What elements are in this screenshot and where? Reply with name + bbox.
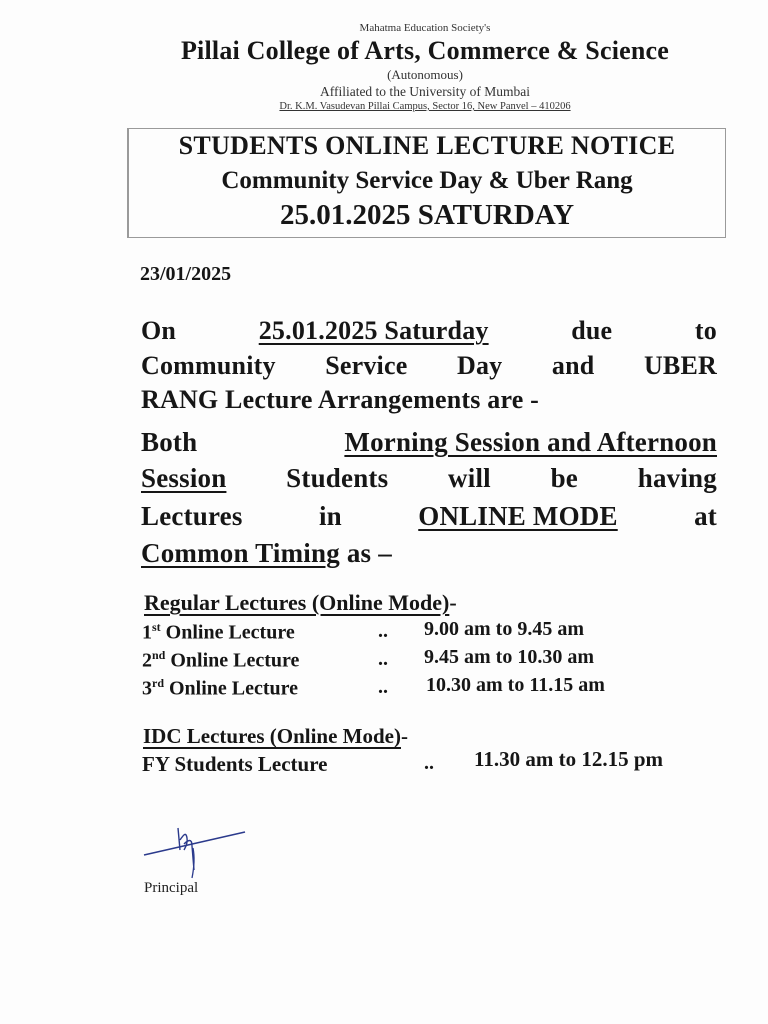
- regular-lectures-heading: Regular Lectures (Online Mode)-: [144, 590, 457, 615]
- lecture-row-1-time: 9.00 am to 9.45 am: [424, 618, 584, 640]
- college-status: (Autonomous): [387, 67, 463, 82]
- body-line-5: Session Students will be having: [141, 463, 717, 493]
- notice-title: STUDENTS ONLINE LECTURE NOTICE: [178, 131, 676, 160]
- idc-row-time: 11.30 am to 12.15 pm: [474, 747, 663, 771]
- lecture-row-3: 3rd Online Lecture: [142, 676, 299, 700]
- body-line-1: On 25.01.2025 Saturday due to: [141, 316, 717, 345]
- lecture-row-1: 1st Online Lecture: [142, 620, 295, 644]
- lecture-row-2-time: 9.45 am to 10.30 am: [424, 646, 594, 668]
- lecture-row-3-time: 10.30 am to 11.15 am: [426, 674, 605, 696]
- body-line-6: Lectures in ONLINE MODE at: [141, 501, 717, 531]
- principal-signature-icon: [140, 820, 250, 880]
- lecture-row-3-dots: ..: [378, 676, 388, 698]
- principal-label: Principal: [144, 880, 199, 896]
- idc-row-dots: ..: [424, 752, 434, 774]
- notice-event: Community Service Day & Uber Rang: [221, 167, 633, 194]
- notice-title-box: [127, 128, 726, 238]
- body-line-7: Common Timing as –: [141, 538, 392, 568]
- lecture-row-2: 2nd Online Lecture: [142, 648, 300, 672]
- college-name: Pillai College of Arts, Commerce & Science: [180, 36, 670, 65]
- idc-lectures-heading: IDC Lectures (Online Mode)-: [143, 724, 408, 748]
- body-line-2: Community Service Day and UBER: [141, 351, 717, 380]
- affiliation: Affiliated to the University of Mumbai: [319, 84, 531, 99]
- address: Dr. K.M. Vasudevan Pillai Campus, Sector 16, New Panvel – 410206: [279, 101, 571, 112]
- body-line-3: RANG Lecture Arrangements are -: [141, 385, 540, 414]
- body-line-4: Both Morning Session and Afternoon: [141, 427, 717, 457]
- lecture-row-1-dots: ..: [378, 620, 388, 642]
- idc-row-label: FY Students Lecture: [142, 752, 328, 776]
- issue-date: 23/01/2025: [140, 263, 232, 285]
- notice-date: 25.01.2025 SATURDAY: [279, 199, 575, 231]
- society-name: Mahatma Education Society's: [359, 22, 491, 34]
- lecture-row-2-dots: ..: [378, 648, 388, 670]
